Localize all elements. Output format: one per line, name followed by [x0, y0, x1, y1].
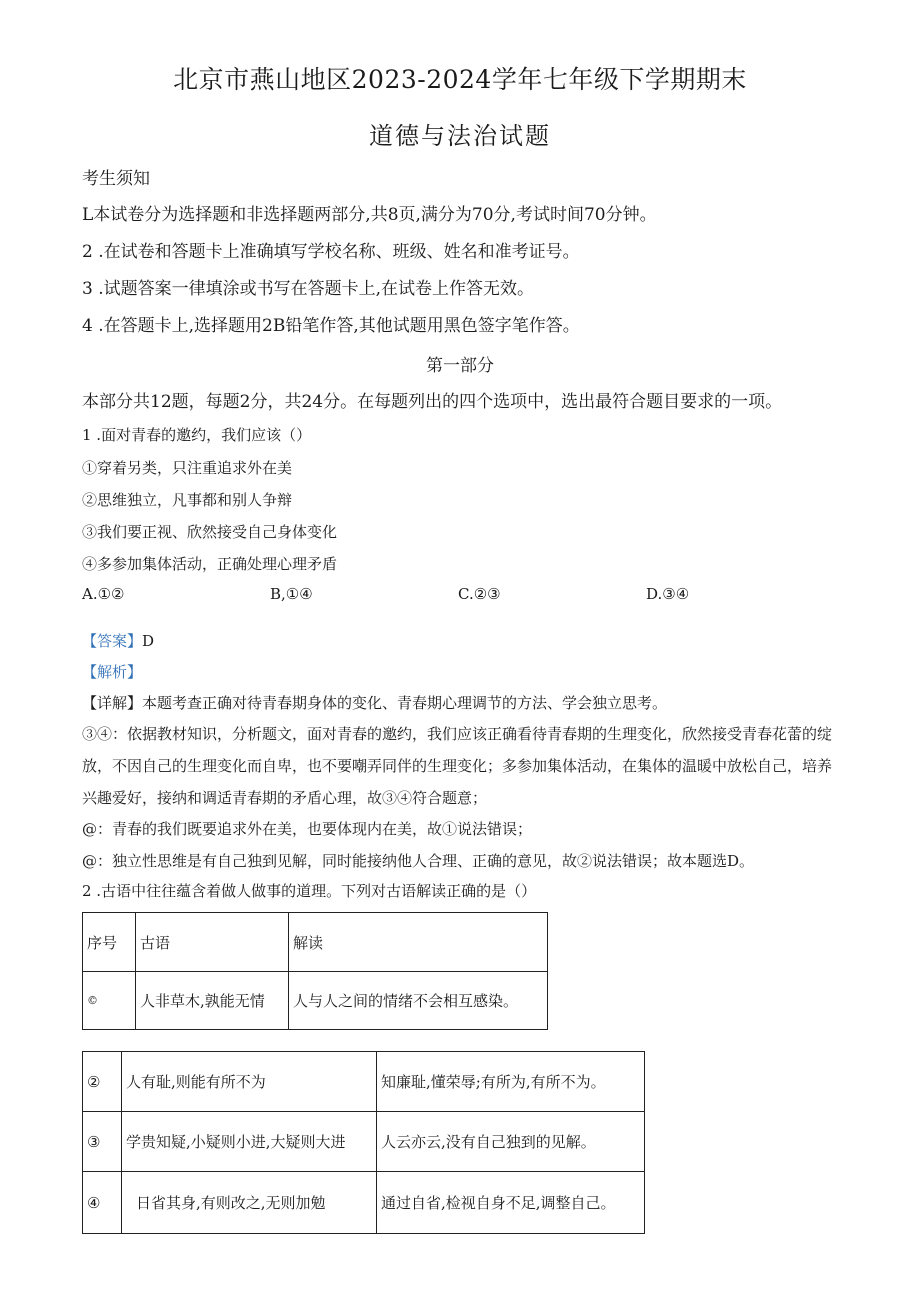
q1-analysis-paragraph-3: @：独立性思维是有自己独到见解，同时能接纳他人合理、正确的意见，故②说法错误；故本题选D。: [82, 852, 755, 870]
q1-statement-4: ④多参加集体活动，正确处理心理矛盾: [82, 555, 338, 573]
notice-item-3: 3 .试题答案一律填涂或书写在答题卡上,在试卷上作答无效。: [82, 279, 535, 299]
table-row: [83, 1052, 645, 1112]
table-row: [83, 972, 548, 1030]
q1-analysis-paragraph-1: ③④：依据教材知识，分析题文，面对青春的邀约，我们应该正确看待青春期的生理变化，欣然接受青春花蕾的绽放，不因自己的生理变化而自卑，也不要嘲弄同伴的生理变化；多参加集体活动，在集体的温暖中放松自己，培养兴趣爱好，接纳和调适青春期的矛盾心理，故③④符合题意；: [82, 725, 833, 807]
cell-saying: 学贵知疑,小疑则小进,大疑则大进: [122, 1112, 377, 1172]
cell-no: ©: [83, 972, 136, 1030]
q1-option-b: B,①④: [270, 585, 313, 603]
q1-analysis-paragraph-2: @：青春的我们既要追求外在美，也要体现内在美，故①说法错误；: [82, 820, 533, 838]
notice-heading: 考生须知: [82, 169, 150, 189]
q1-option-d: D.③④: [646, 585, 690, 603]
question-1-stem: 1 .面对青春的邀约，我们应该（）: [82, 426, 312, 444]
header-cell-interpretation: 解读: [289, 913, 548, 972]
analysis-tag: 【解析】: [82, 663, 143, 681]
notice-item-4: 4 .在答题卡上,选择题用2B铅笔作答,其他试题用黑色签字笔作答。: [82, 316, 580, 336]
notice-item-2: 2 .在试卷和答题卡上准确填写学校名称、班级、姓名和准考证号。: [82, 242, 580, 262]
cell-interpretation: 通过自省,检视自身不足,调整自己。: [377, 1172, 645, 1234]
q2-table-1: [82, 912, 548, 1030]
cell-interpretation: 知廉耻,懂荣辱;有所为,有所不为。: [377, 1052, 645, 1112]
q1-option-a: A.①②: [82, 585, 125, 603]
notice-item-1: L本试卷分为选择题和非选择题两部分,共8页,满分为70分,考试时间70分钟。: [82, 205, 657, 225]
cell-saying: 日省其身,有则改之,无则加勉: [122, 1172, 377, 1234]
cell-no: ②: [83, 1052, 122, 1112]
header-cell-saying: 古语: [136, 913, 289, 972]
table-row: [83, 1172, 645, 1234]
table-row: [83, 1112, 645, 1172]
answer-value: D: [142, 632, 155, 650]
q1-answer-line: [82, 630, 154, 651]
q1-statement-3: ③我们要正视、欣然接受自己身体变化: [82, 523, 338, 541]
cell-no: ③: [83, 1112, 122, 1172]
q1-statement-2: ②思维独立，凡事都和别人争辩: [82, 491, 293, 509]
question-2-stem: 2 .古语中往往蕴含着做人做事的道理。下列对古语解读正确的是（）: [82, 882, 537, 900]
section-title: 第一部分: [426, 356, 494, 376]
section-intro: 本部分共12题，每题2分，共24分。在每题列出的四个选项中，选出最符合题目要求的一项。: [82, 392, 783, 412]
answer-tag: 【答案】: [82, 632, 143, 650]
q1-option-c: C.②③: [458, 585, 501, 603]
table-header-row: [83, 913, 548, 972]
q1-statement-1: ①穿着另类，只注重追求外在美: [82, 459, 293, 477]
detail-tag: 【详解】: [82, 694, 143, 712]
cell-saying: 人有耻,则能有所不为: [122, 1052, 377, 1112]
header-cell-no: 序号: [83, 913, 136, 972]
cell-saying: 人非草木,孰能无情: [136, 972, 289, 1030]
cell-interpretation: 人云亦云,没有自己独到的见解。: [377, 1112, 645, 1172]
q1-detail-line: [82, 692, 667, 713]
cell-no: ④: [83, 1172, 122, 1234]
page-subtitle: 道德与法治试题: [369, 122, 551, 150]
page-title: 北京市燕山地区2023-2024学年七年级下学期期末: [173, 65, 747, 94]
detail-text: 本题考查正确对待青春期身体的变化、青春期心理调节的方法、学会独立思考。: [142, 694, 668, 712]
q2-table-2: [82, 1051, 645, 1234]
cell-interpretation: 人与人之间的情绪不会相互感染。: [289, 972, 548, 1030]
